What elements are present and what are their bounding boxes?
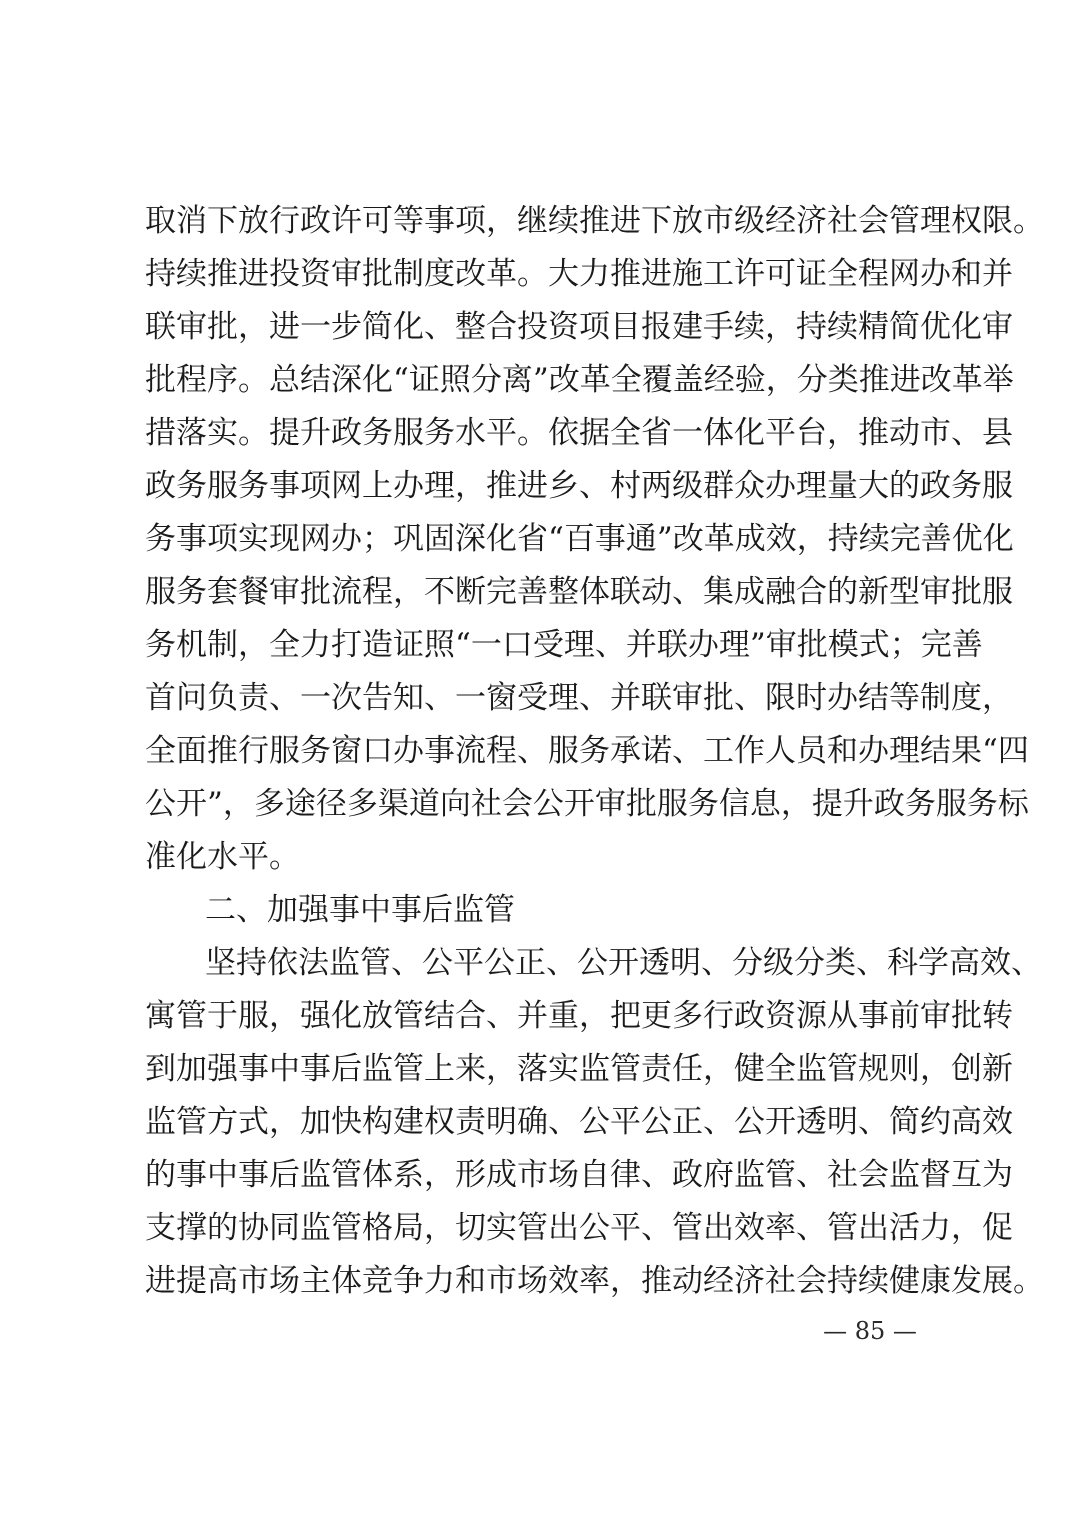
text-line: 全面推行服务窗口办事流程、服务承诺、工作人员和办理结果“四 — [145, 733, 1029, 769]
text-line: 政务服务事项网上办理，推进乡、村两级群众办理量大的政务服 — [145, 468, 1013, 504]
text-line: 取消下放行政许可等事项，继续推进下放市级经济社会管理权限。 — [145, 203, 1044, 239]
text-line: 的事中事后监管体系，形成市场自律、政府监管、社会监督互为 — [145, 1157, 1013, 1193]
text-line: 服务套餐审批流程，不断完善整体联动、集成融合的新型审批服 — [145, 574, 1013, 610]
text-line: 措落实。提升政务服务水平。依据全省一体化平台，推动市、县 — [145, 415, 1013, 451]
text-line: 到加强事中事后监管上来，落实监管责任，健全监管规则，创新 — [145, 1051, 1013, 1087]
text-line: 进提高市场主体竞争力和市场效率，推动经济社会持续健康发展。 — [145, 1263, 1044, 1299]
text-line: 公开”，多途径多渠道向社会公开审批服务信息，提升政务服务标 — [145, 786, 1029, 822]
page-number: — 85 — — [823, 1317, 917, 1345]
text-line: 寓管于服，强化放管结合、并重，把更多行政资源从事前审批转 — [145, 998, 1013, 1034]
text-line: 持续推进投资审批制度改革。大力推进施工许可证全程网办和并 — [145, 256, 1013, 292]
text-line: 联审批，进一步简化、整合投资项目报建手续，持续精简优化审 — [145, 309, 1013, 345]
section-heading: 二、加强事中事后监管 — [205, 892, 515, 928]
text-line: 首问负责、一次告知、一窗受理、并联审批、限时办结等制度， — [145, 680, 1013, 716]
text-line: 监管方式，加快构建权责明确、公平公正、公开透明、简约高效 — [145, 1104, 1013, 1140]
text-line: 支撑的协同监管格局，切实管出公平、管出效率、管出活力，促 — [145, 1210, 1013, 1246]
text-line: 批程序。总结深化“证照分离”改革全覆盖经验，分类推进改革举 — [145, 362, 1014, 398]
text-line: 准化水平。 — [145, 839, 300, 875]
text-line: 坚持依法监管、公平公正、公开透明、分级分类、科学高效、 — [205, 945, 1042, 981]
text-line: 务机制，全力打造证照“一口受理、并联办理”审批模式；完善 — [145, 627, 983, 663]
text-line: 务事项实现网办；巩固深化省“百事通”改革成效，持续完善优化 — [145, 521, 1014, 557]
